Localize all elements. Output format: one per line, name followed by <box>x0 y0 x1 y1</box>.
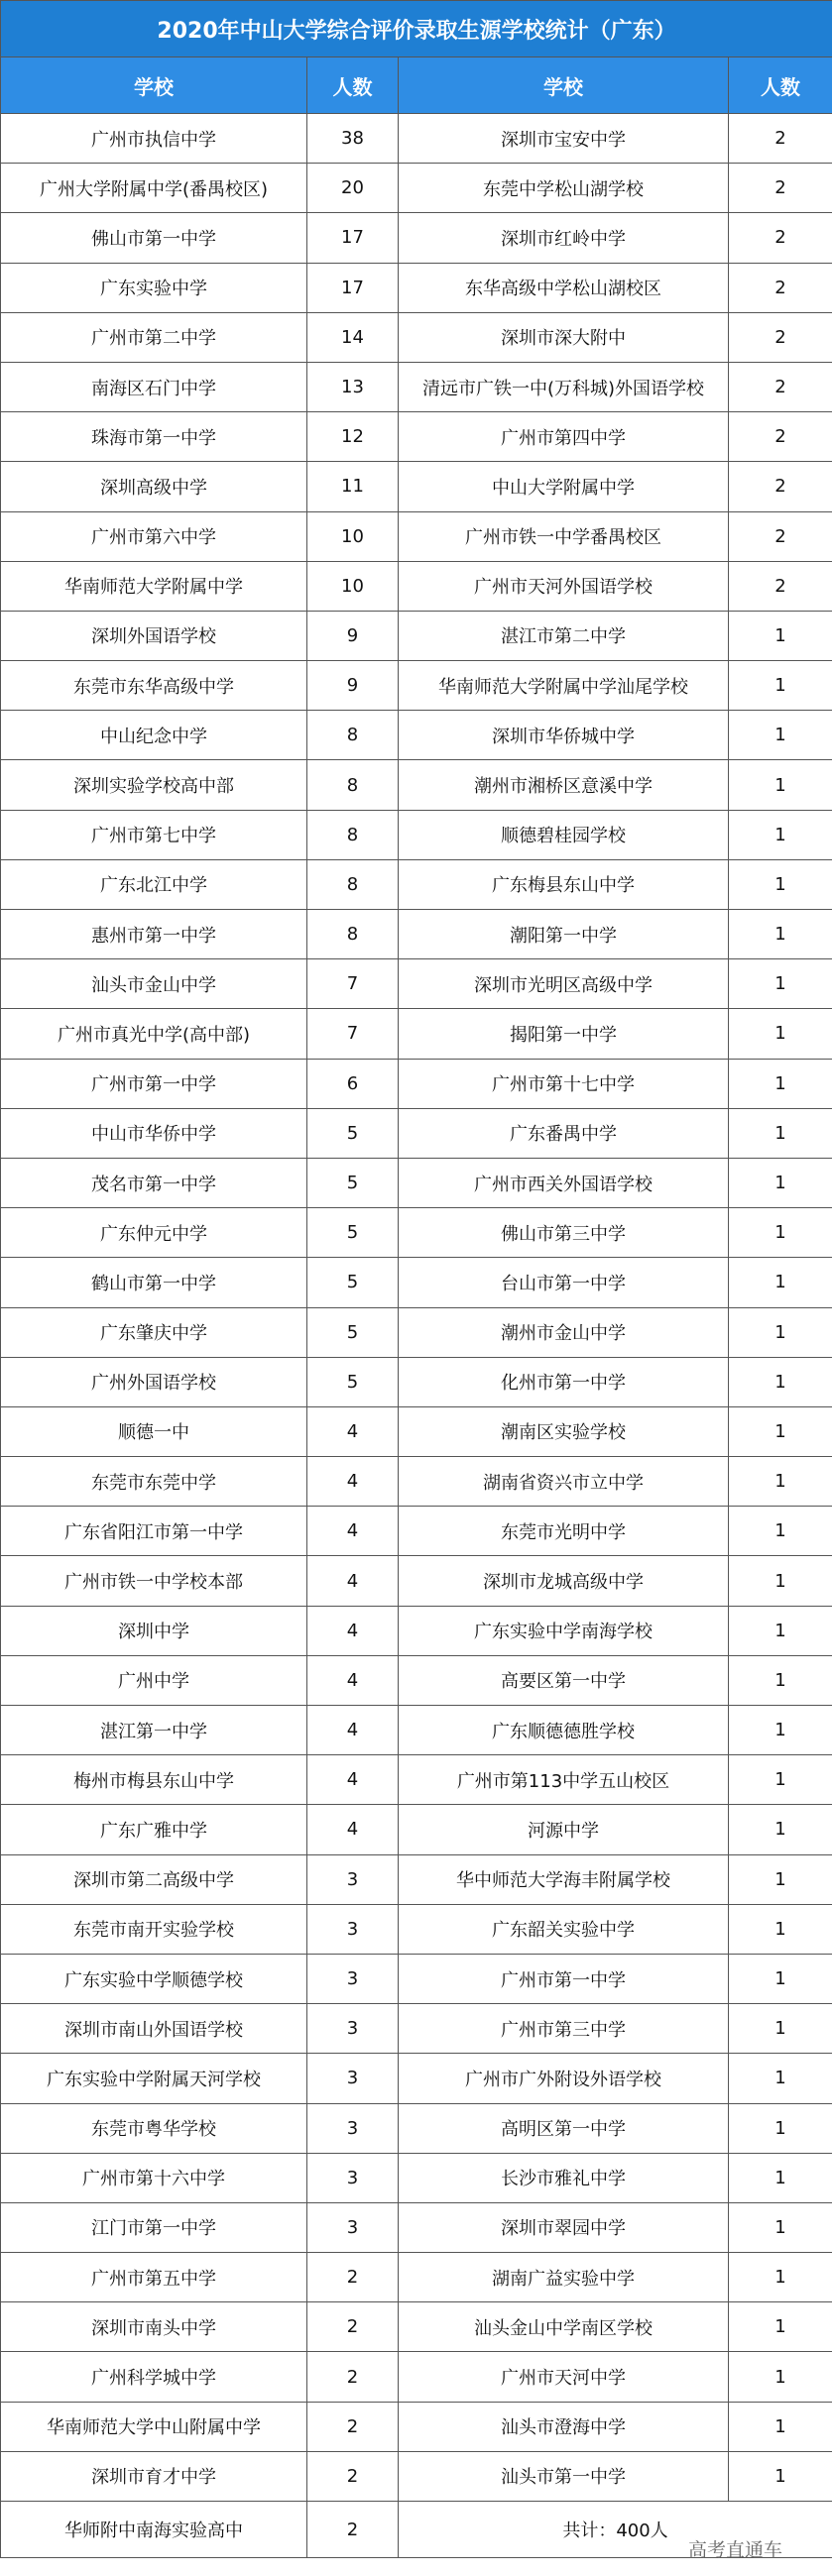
cell-school-left: 深圳外国语学校 <box>1 611 307 660</box>
watermark-text: 高考直通车 <box>687 2539 782 2561</box>
cell-count-right: 1 <box>729 2153 832 2202</box>
cell-count-left: 4 <box>307 1507 399 1556</box>
cell-count-left: 5 <box>307 1258 399 1307</box>
cell-school-right: 高要区第一中学 <box>399 1655 729 1705</box>
cell-school-left: 佛山市第一中学 <box>1 213 307 263</box>
cell-school-right: 高明区第一中学 <box>399 2103 729 2153</box>
cell-school-right: 汕头市第一中学 <box>399 2451 729 2501</box>
table-row <box>1 561 832 611</box>
cell-school-left: 广州市第十六中学 <box>1 2153 307 2202</box>
cell-school-right: 汕头金山中学南区学校 <box>399 2302 729 2352</box>
cell-school-left: 深圳中学 <box>1 1606 307 1655</box>
cell-school-right: 广州市第一中学 <box>399 1954 729 2003</box>
cell-count-right: 1 <box>729 810 832 859</box>
cell-school-right: 深圳市龙城高级中学 <box>399 1556 729 1606</box>
cell-school-left: 广东实验中学 <box>1 263 307 312</box>
cell-count-left: 8 <box>307 810 399 859</box>
table-row <box>1 511 832 561</box>
cell-school-right: 台山市第一中学 <box>399 1258 729 1307</box>
cell-school-left: 广州市第五中学 <box>1 2253 307 2302</box>
cell-school-right: 潮阳第一中学 <box>399 910 729 959</box>
cell-school-right: 广东顺德德胜学校 <box>399 1706 729 1755</box>
cell-school-left: 广东广雅中学 <box>1 1805 307 1854</box>
cell-count-right: 1 <box>729 1208 832 1258</box>
header-row <box>1 57 832 114</box>
table-row <box>1 810 832 859</box>
cell-school-right: 广州市西关外国语学校 <box>399 1158 729 1207</box>
cell-count-right: 1 <box>729 2103 832 2153</box>
cell-school-left: 广州外国语学校 <box>1 1357 307 1406</box>
cell-school-left: 广东实验中学顺德学校 <box>1 1954 307 2003</box>
cell-school-left: 广州市执信中学 <box>1 114 307 164</box>
cell-count-right: 1 <box>729 1606 832 1655</box>
cell-count-left: 3 <box>307 2103 399 2153</box>
cell-count-right: 2 <box>729 511 832 561</box>
table-row <box>1 1954 832 2003</box>
cell-count-right: 1 <box>729 1059 832 1108</box>
cell-school-right: 深圳市红岭中学 <box>399 213 729 263</box>
cell-school-right: 广州市第四中学 <box>399 412 729 462</box>
cell-count-left: 2 <box>307 2352 399 2402</box>
table-row <box>1 462 832 511</box>
table-row <box>1 1655 832 1705</box>
cell-school-left: 广州中学 <box>1 1655 307 1705</box>
table-body <box>1 114 832 2558</box>
cell-school-left: 东莞市东华高级中学 <box>1 661 307 711</box>
table-row <box>1 1307 832 1357</box>
cell-count-right: 1 <box>729 760 832 810</box>
cell-school-left: 深圳市南山外国语学校 <box>1 2004 307 2054</box>
cell-school-left: 汕头市金山中学 <box>1 959 307 1009</box>
cell-count-left: 4 <box>307 1655 399 1705</box>
cell-school-left: 广东肇庆中学 <box>1 1307 307 1357</box>
cell-count-left: 4 <box>307 1406 399 1456</box>
table-row <box>1 362 832 411</box>
cell-count-right: 1 <box>729 910 832 959</box>
cell-school-right: 潮南区实验学校 <box>399 1406 729 1456</box>
cell-school-right: 广东韶关实验中学 <box>399 1904 729 1954</box>
cell-school-right: 广州市第十七中学 <box>399 1059 729 1108</box>
cell-count-left: 3 <box>307 2202 399 2252</box>
cell-school-right: 化州市第一中学 <box>399 1357 729 1406</box>
cell-count-right: 1 <box>729 1954 832 2003</box>
cell-count-right: 2 <box>729 263 832 312</box>
cell-school-left: 梅州市梅县东山中学 <box>1 1755 307 1805</box>
cell-count-left: 3 <box>307 1954 399 2003</box>
total-cell: 共计：400人 <box>399 2502 832 2558</box>
cell-count-right: 1 <box>729 959 832 1009</box>
cell-school-right: 东华高级中学松山湖校区 <box>399 263 729 312</box>
cell-school-right: 华中师范大学海丰附属学校 <box>399 1854 729 1904</box>
cell-count-left: 8 <box>307 760 399 810</box>
cell-count-right: 1 <box>729 1755 832 1805</box>
cell-count-left: 20 <box>307 164 399 213</box>
cell-school-right: 揭阳第一中学 <box>399 1009 729 1059</box>
cell-school-left: 深圳市育才中学 <box>1 2451 307 2501</box>
table-row <box>1 2302 832 2352</box>
cell-count-right: 1 <box>729 2352 832 2402</box>
cell-school-left: 深圳市南头中学 <box>1 2302 307 2352</box>
cell-count-right: 1 <box>729 1457 832 1507</box>
cell-count-left: 8 <box>307 711 399 760</box>
cell-count-left: 17 <box>307 263 399 312</box>
cell-school-left: 深圳市第二高级中学 <box>1 1854 307 1904</box>
cell-school-right: 深圳市华侨城中学 <box>399 711 729 760</box>
cell-count-right: 1 <box>729 1108 832 1158</box>
cell-school-left: 江门市第一中学 <box>1 2202 307 2252</box>
cell-count-right: 1 <box>729 1805 832 1854</box>
table-row <box>1 1805 832 1854</box>
cell-count-left: 38 <box>307 114 399 164</box>
cell-count-left: 4 <box>307 1457 399 1507</box>
cell-count-left: 3 <box>307 2004 399 2054</box>
cell-count-left: 4 <box>307 1755 399 1805</box>
cell-count-right: 1 <box>729 1009 832 1059</box>
table-row <box>1 1457 832 1507</box>
cell-count-right: 1 <box>729 1158 832 1207</box>
cell-school-left: 广东实验中学附属天河学校 <box>1 2054 307 2103</box>
cell-count-left: 13 <box>307 362 399 411</box>
cell-school-left: 珠海市第一中学 <box>1 412 307 462</box>
table-row <box>1 661 832 711</box>
cell-count-left: 2 <box>307 2302 399 2352</box>
cell-school-left: 中山纪念中学 <box>1 711 307 760</box>
table-row <box>1 312 832 362</box>
cell-count-right: 1 <box>729 2302 832 2352</box>
cell-count-left: 5 <box>307 1357 399 1406</box>
cell-count-right: 1 <box>729 661 832 711</box>
cell-count-right: 1 <box>729 1556 832 1606</box>
table-row <box>1 2202 832 2252</box>
table-row <box>1 760 832 810</box>
table-row <box>1 959 832 1009</box>
table-row <box>1 2352 832 2402</box>
cell-count-right: 1 <box>729 2402 832 2451</box>
cell-school-left: 华南师范大学中山附属中学 <box>1 2402 307 2451</box>
cell-school-left: 鹤山市第一中学 <box>1 1258 307 1307</box>
cell-count-left: 12 <box>307 412 399 462</box>
header-school-left: 学校 <box>1 57 307 114</box>
cell-school-left: 广东北江中学 <box>1 859 307 909</box>
cell-count-left: 4 <box>307 1556 399 1606</box>
cell-school-right: 广东番禺中学 <box>399 1108 729 1158</box>
cell-count-right: 1 <box>729 859 832 909</box>
cell-count-left: 7 <box>307 1009 399 1059</box>
cell-school-right: 潮州市金山中学 <box>399 1307 729 1357</box>
header-school-right: 学校 <box>399 57 729 114</box>
cell-school-right: 东莞市光明中学 <box>399 1507 729 1556</box>
cell-school-right: 广州市天河外国语学校 <box>399 561 729 611</box>
cell-school-right: 湖南省资兴市立中学 <box>399 1457 729 1507</box>
cell-count-right: 1 <box>729 2202 832 2252</box>
cell-school-left: 湛江第一中学 <box>1 1706 307 1755</box>
cell-school-right: 广州市广外附设外语学校 <box>399 2054 729 2103</box>
cell-count-right: 1 <box>729 1258 832 1307</box>
cell-school-left: 顺德一中 <box>1 1406 307 1456</box>
cell-school-right: 华南师范大学附属中学汕尾学校 <box>399 661 729 711</box>
title-row <box>1 1 832 57</box>
cell-school-right: 广东实验中学南海学校 <box>399 1606 729 1655</box>
table-row <box>1 2103 832 2153</box>
table-row <box>1 114 832 164</box>
table-row <box>1 2451 832 2501</box>
table-row <box>1 2004 832 2054</box>
cell-school-left: 广州市第六中学 <box>1 511 307 561</box>
table-row <box>1 263 832 312</box>
cell-school-left: 茂名市第一中学 <box>1 1158 307 1207</box>
cell-school-right: 潮州市湘桥区意溪中学 <box>399 760 729 810</box>
cell-school-right: 深圳市宝安中学 <box>399 114 729 164</box>
table-row <box>1 1059 832 1108</box>
cell-count-left: 3 <box>307 1854 399 1904</box>
cell-count-left: 6 <box>307 1059 399 1108</box>
cell-count-left: 5 <box>307 1108 399 1158</box>
cell-count-right: 1 <box>729 1307 832 1357</box>
cell-count-left: 8 <box>307 910 399 959</box>
cell-count-right: 1 <box>729 1904 832 1954</box>
table-row <box>1 2402 832 2451</box>
cell-school-left: 广州市第七中学 <box>1 810 307 859</box>
cell-school-left: 华师附中南海实验高中 <box>1 2502 307 2558</box>
cell-school-left: 深圳实验学校高中部 <box>1 760 307 810</box>
header-count-right: 人数 <box>729 57 832 114</box>
table-row <box>1 1158 832 1207</box>
table-row <box>1 1904 832 1954</box>
cell-count-right: 2 <box>729 561 832 611</box>
header-count-left: 人数 <box>307 57 399 114</box>
cell-school-left: 惠州市第一中学 <box>1 910 307 959</box>
cell-count-left: 5 <box>307 1307 399 1357</box>
cell-school-right: 广州市第三中学 <box>399 2004 729 2054</box>
cell-count-right: 1 <box>729 2004 832 2054</box>
table-row <box>1 1108 832 1158</box>
table-row <box>1 1854 832 1904</box>
cell-school-right: 顺德碧桂园学校 <box>399 810 729 859</box>
cell-school-right: 湛江市第二中学 <box>399 611 729 660</box>
table-row <box>1 1507 832 1556</box>
cell-school-left: 广州市铁一中学校本部 <box>1 1556 307 1606</box>
cell-count-right: 1 <box>729 1706 832 1755</box>
table-row <box>1 1556 832 1606</box>
cell-school-left: 深圳高级中学 <box>1 462 307 511</box>
table-row <box>1 1009 832 1059</box>
table-row <box>1 2253 832 2302</box>
cell-school-left: 中山市华侨中学 <box>1 1108 307 1158</box>
cell-count-left: 8 <box>307 859 399 909</box>
cell-count-right: 1 <box>729 1406 832 1456</box>
table-row <box>1 1208 832 1258</box>
cell-school-right: 深圳市翠园中学 <box>399 2202 729 2252</box>
cell-count-right: 1 <box>729 1854 832 1904</box>
cell-count-left: 3 <box>307 2153 399 2202</box>
cell-school-left: 广州科学城中学 <box>1 2352 307 2402</box>
cell-school-right: 湖南广益实验中学 <box>399 2253 729 2302</box>
cell-count-left: 7 <box>307 959 399 1009</box>
cell-school-right: 广州市天河中学 <box>399 2352 729 2402</box>
cell-count-right: 1 <box>729 1655 832 1705</box>
cell-count-left: 17 <box>307 213 399 263</box>
table-row <box>1 2153 832 2202</box>
cell-count-left: 4 <box>307 1706 399 1755</box>
cell-count-right: 2 <box>729 164 832 213</box>
cell-school-left: 广东仲元中学 <box>1 1208 307 1258</box>
cell-count-right: 1 <box>729 1357 832 1406</box>
cell-count-right: 2 <box>729 412 832 462</box>
cell-count-left: 4 <box>307 1805 399 1854</box>
cell-count-left: 10 <box>307 511 399 561</box>
cell-count-left: 2 <box>307 2253 399 2302</box>
cell-count-right: 2 <box>729 114 832 164</box>
cell-school-left: 广州市第一中学 <box>1 1059 307 1108</box>
table-row <box>1 412 832 462</box>
table-row <box>1 164 832 213</box>
cell-school-left: 华南师范大学附属中学 <box>1 561 307 611</box>
cell-school-left: 广州市真光中学(高中部) <box>1 1009 307 1059</box>
cell-count-right: 2 <box>729 312 832 362</box>
table-row <box>1 711 832 760</box>
table-row <box>1 910 832 959</box>
cell-count-left: 2 <box>307 2402 399 2451</box>
cell-count-left: 5 <box>307 1208 399 1258</box>
cell-count-left: 14 <box>307 312 399 362</box>
cell-school-left: 南海区石门中学 <box>1 362 307 411</box>
cell-school-right: 清远市广铁一中(万科城)外国语学校 <box>399 362 729 411</box>
cell-count-left: 4 <box>307 1606 399 1655</box>
cell-count-right: 2 <box>729 362 832 411</box>
cell-count-left: 11 <box>307 462 399 511</box>
cell-count-left: 9 <box>307 661 399 711</box>
cell-count-right: 1 <box>729 1507 832 1556</box>
table-row <box>1 1406 832 1456</box>
cell-count-right: 1 <box>729 2054 832 2103</box>
cell-count-left: 3 <box>307 1904 399 1954</box>
cell-school-right: 深圳市深大附中 <box>399 312 729 362</box>
cell-school-left: 东莞市南开实验学校 <box>1 1904 307 1954</box>
cell-school-right: 广东梅县东山中学 <box>399 859 729 909</box>
cell-count-right: 1 <box>729 2253 832 2302</box>
cell-count-right: 2 <box>729 213 832 263</box>
cell-school-right: 长沙市雅礼中学 <box>399 2153 729 2202</box>
cell-school-right: 河源中学 <box>399 1805 729 1854</box>
table-row <box>1 1357 832 1406</box>
table-row <box>1 1606 832 1655</box>
cell-school-right: 广州市铁一中学番禺校区 <box>399 511 729 561</box>
cell-school-left: 广州大学附属中学(番禺校区) <box>1 164 307 213</box>
table-row <box>1 1706 832 1755</box>
table-row <box>1 1258 832 1307</box>
cell-count-left: 2 <box>307 2502 399 2558</box>
table-row <box>1 213 832 263</box>
cell-school-left: 东莞市东莞中学 <box>1 1457 307 1507</box>
cell-count-left: 2 <box>307 2451 399 2501</box>
table-row <box>1 1755 832 1805</box>
cell-school-left: 东莞市粤华学校 <box>1 2103 307 2153</box>
table-title: 2020年中山大学综合评价录取生源学校统计（广东） <box>1 1 832 57</box>
table-row <box>1 611 832 660</box>
cell-count-left: 3 <box>307 2054 399 2103</box>
cell-count-right: 1 <box>729 611 832 660</box>
cell-count-left: 5 <box>307 1158 399 1207</box>
cell-school-right: 深圳市光明区高级中学 <box>399 959 729 1009</box>
cell-count-left: 10 <box>307 561 399 611</box>
cell-school-left: 广州市第二中学 <box>1 312 307 362</box>
table-row <box>1 859 832 909</box>
cell-school-right: 中山大学附属中学 <box>399 462 729 511</box>
cell-school-left: 广东省阳江市第一中学 <box>1 1507 307 1556</box>
cell-count-right: 1 <box>729 2451 832 2501</box>
table-row <box>1 2054 832 2103</box>
cell-school-right: 汕头市澄海中学 <box>399 2402 729 2451</box>
cell-count-right: 1 <box>729 711 832 760</box>
cell-school-right: 佛山市第三中学 <box>399 1208 729 1258</box>
cell-school-right: 广州市第113中学五山校区 <box>399 1755 729 1805</box>
cell-school-right: 东莞中学松山湖学校 <box>399 164 729 213</box>
cell-count-left: 9 <box>307 611 399 660</box>
cell-count-right: 2 <box>729 462 832 511</box>
